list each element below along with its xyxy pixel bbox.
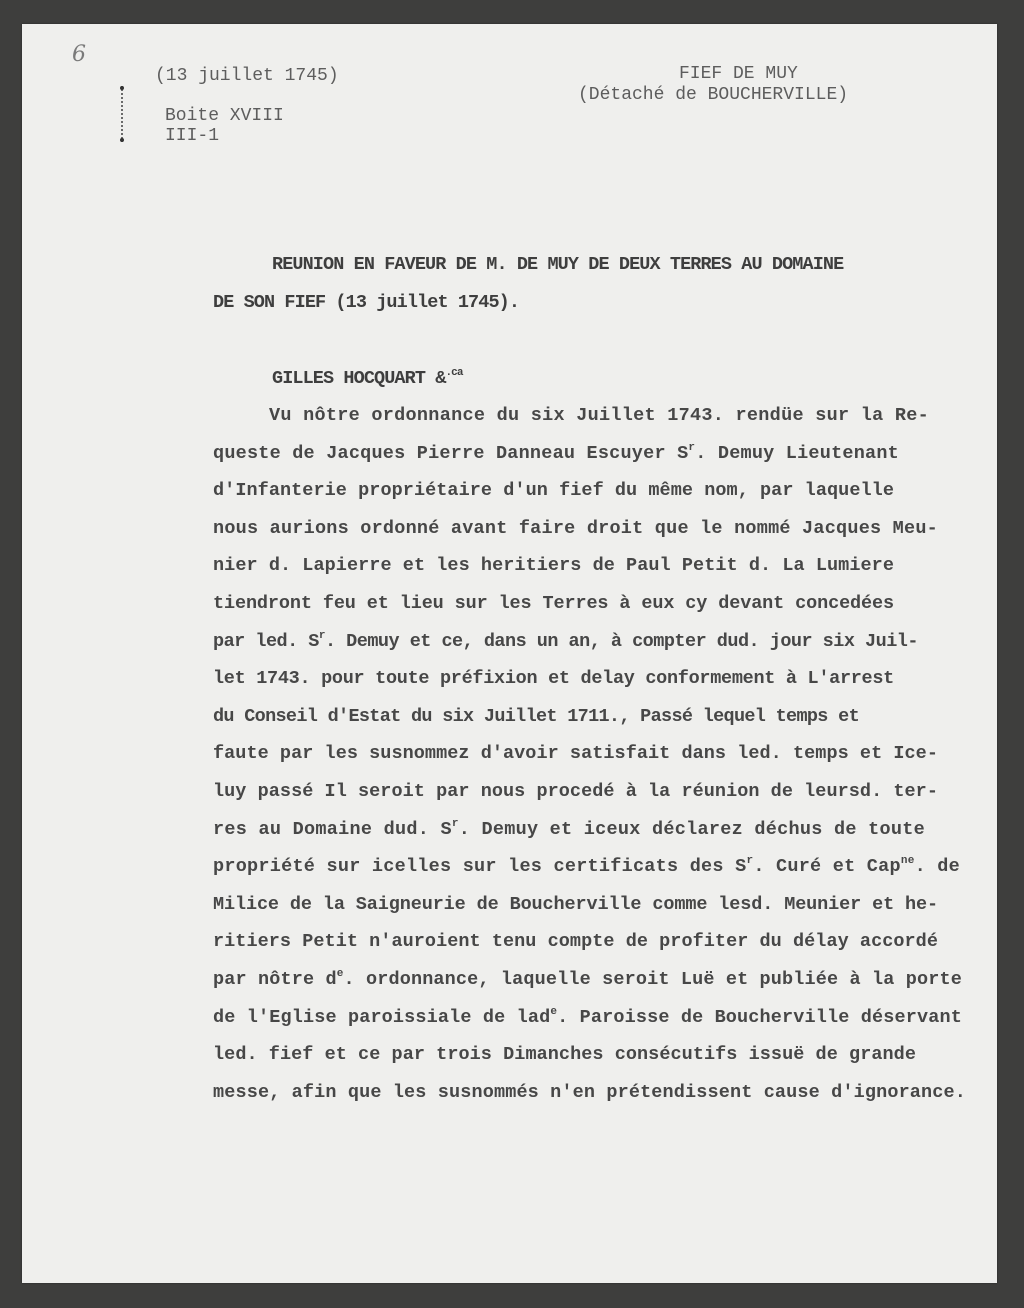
superscript-abbrev: r (318, 629, 325, 642)
superscript-abbrev: r (451, 817, 459, 830)
body-line (213, 443, 899, 464)
text-run: de l'Eglise paroissiale de lad (213, 1006, 551, 1028)
body-line (213, 969, 962, 990)
text-run: d'Infanterie propriétaire d'un fief du même nom, par laquelle (213, 480, 894, 502)
text-run: led. fief et ce par trois Dimanches consécutifs issuë de grande (213, 1044, 916, 1066)
text-run: tiendront feu et lieu sur les Terres à eux cy devant concedées (213, 593, 894, 614)
header-ref: III-1 (165, 126, 220, 146)
text-run: du Conseil d'Estat du six Juillet 1711., Passé lequel temps et (213, 705, 859, 727)
text-run: let 1743. pour toute préfixion et delay conformement à L'arrest (213, 668, 894, 690)
body-line (213, 894, 938, 915)
title-line-2: DE SON FIEF (13 juillet 1745). (213, 292, 520, 313)
addressee-name: GILLES HOCQUART & (272, 368, 446, 389)
body-line (213, 631, 918, 652)
handwritten-page-number: 6 (72, 42, 86, 67)
superscript-abbrev: r (746, 855, 754, 868)
addressee (272, 368, 463, 389)
text-run: . Curé et Cap (753, 856, 901, 878)
body-line (213, 518, 938, 539)
text-run: nous aurions ordonné avant faire droit que le nommé Jacques Meu- (213, 517, 938, 539)
text-run: . ordonnance, laquelle seroit Luë et publiée à la porte (343, 969, 962, 990)
body-line (213, 593, 894, 614)
text-run: Milice de la Saigneurie de Boucherville comme lesd. Meunier et he- (213, 893, 938, 915)
superscript-abbrev: ne (900, 855, 915, 868)
text-run: propriété sur icelles sur les certificats des S (213, 856, 747, 878)
body-line (213, 706, 859, 727)
addressee-superscript: .ca (445, 367, 463, 379)
text-run: ritiers Petit n'auroient tenu compte de profiter du délay accordé (213, 931, 938, 953)
header-detached: (Détaché de BOUCHERVILLE) (578, 85, 849, 105)
body-line (213, 480, 894, 501)
body-line (213, 668, 894, 689)
title-line-1: REUNION EN FAVEUR DE M. DE MUY DE DEUX TERRES AU DOMAINE (272, 254, 844, 275)
text-run: queste de Jacques Pierre Danneau Escuyer S (213, 442, 689, 464)
text-run: par led. S (213, 630, 319, 652)
body-line (213, 743, 938, 764)
header-fief: FIEF DE MUY (679, 64, 798, 84)
text-run: par nôtre d (213, 969, 337, 990)
text-run: Vu nôtre ordonnance du six Juillet 1743. rendüe sur la Re- (269, 405, 929, 426)
text-run: . Paroisse de Boucherville déservant (557, 1006, 962, 1028)
text-run: . de (914, 856, 960, 878)
body-line (213, 931, 938, 952)
body-line (213, 555, 894, 576)
superscript-abbrev: e (336, 968, 344, 980)
header-box: Boite XVIII (165, 106, 284, 126)
body-line (213, 856, 960, 877)
body-line (213, 781, 938, 802)
body-line (269, 405, 929, 426)
text-run: . Demuy et iceux déclarez déchus de toute (458, 818, 925, 840)
text-run: luy passé Il seroit par nous procedé à la réunion de leursd. ter- (213, 781, 938, 802)
text-run: res au Domaine dud. S (213, 818, 452, 840)
body-line (213, 1007, 962, 1028)
text-run: . Demuy Lieutenant (695, 442, 899, 464)
body-line (213, 1044, 916, 1065)
superscript-abbrev: e (550, 1005, 558, 1018)
text-run: messe, afin que les susnommés n'en prétendissent cause d'ignorance. (213, 1081, 966, 1103)
margin-mark (121, 86, 125, 142)
text-run: nier d. Lapierre et les heritiers de Paul Petit d. La Lumiere (213, 555, 894, 577)
text-run: . Demuy et ce, dans un an, à compter dud. jour six Juil- (324, 630, 918, 652)
body-line (213, 819, 925, 840)
text-run: faute par les susnommez d'avoir satisfait dans led. temps et Ice- (213, 743, 938, 765)
document-page (22, 24, 997, 1283)
superscript-abbrev: r (688, 441, 696, 454)
header-date: (13 juillet 1745) (155, 66, 339, 86)
body-line (213, 1082, 966, 1103)
